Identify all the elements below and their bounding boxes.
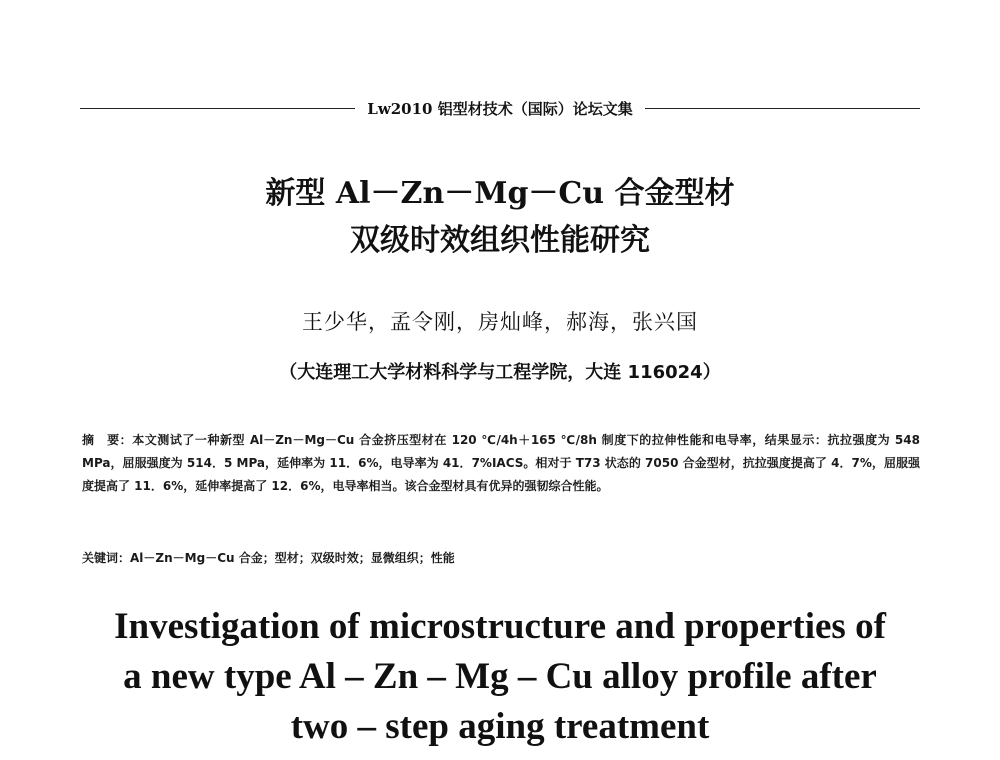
keywords — [82, 548, 920, 568]
title-line-1: 新型 Al－Zn－Mg－Cu 合金型材 — [265, 176, 735, 211]
keywords-text: Al－Zn－Mg－Cu 合金；型材；双级时效；显微组织；性能 — [130, 551, 455, 565]
abstract-text: 本文测试了一种新型 Al－Zn－Mg－Cu 合金挤压型材在 120 ℃/4h＋165 ℃/8h 制度下的拉伸性能和电导率，结果显示：抗拉强度为 548 MPa，屈服强度为 514．5 MPa，延伸率为 11．6%，电导率为 41．7%IACS。相对于 T73 状态的 7050 合金型材，抗拉强度提高了 4．7%，屈服强度提高了 11．6%，延伸率提高了 12．6%，电导率相当。该合金型材具有优异的强韧综合性能。 — [82, 433, 920, 493]
english-title-line-1: Investigation of microstructure and properties of — [114, 606, 886, 647]
affiliation: （大连理工大学材料科学与工程学院，大连 116024） — [279, 362, 721, 383]
running-header — [80, 96, 920, 120]
paper-title — [0, 170, 1000, 264]
keywords-label: 关键词： — [82, 551, 131, 565]
header-text: Lw2010 铝型材技术（国际）论坛文集 — [367, 99, 633, 118]
english-title-line-3: two – step aging treatment — [290, 706, 710, 747]
author-list: 王少华，孟令刚，房灿峰，郝海，张兴国 — [302, 310, 698, 334]
abstract-label: 摘 要： — [82, 433, 133, 447]
abstract — [82, 429, 920, 498]
header-rule-left — [80, 108, 355, 109]
title-line-2: 双级时效组织性能研究 — [350, 223, 650, 258]
header-rule-right — [645, 108, 920, 109]
english-title — [0, 602, 1000, 752]
english-title-line-2: a new type Al – Zn – Mg – Cu alloy profile after — [123, 656, 877, 697]
